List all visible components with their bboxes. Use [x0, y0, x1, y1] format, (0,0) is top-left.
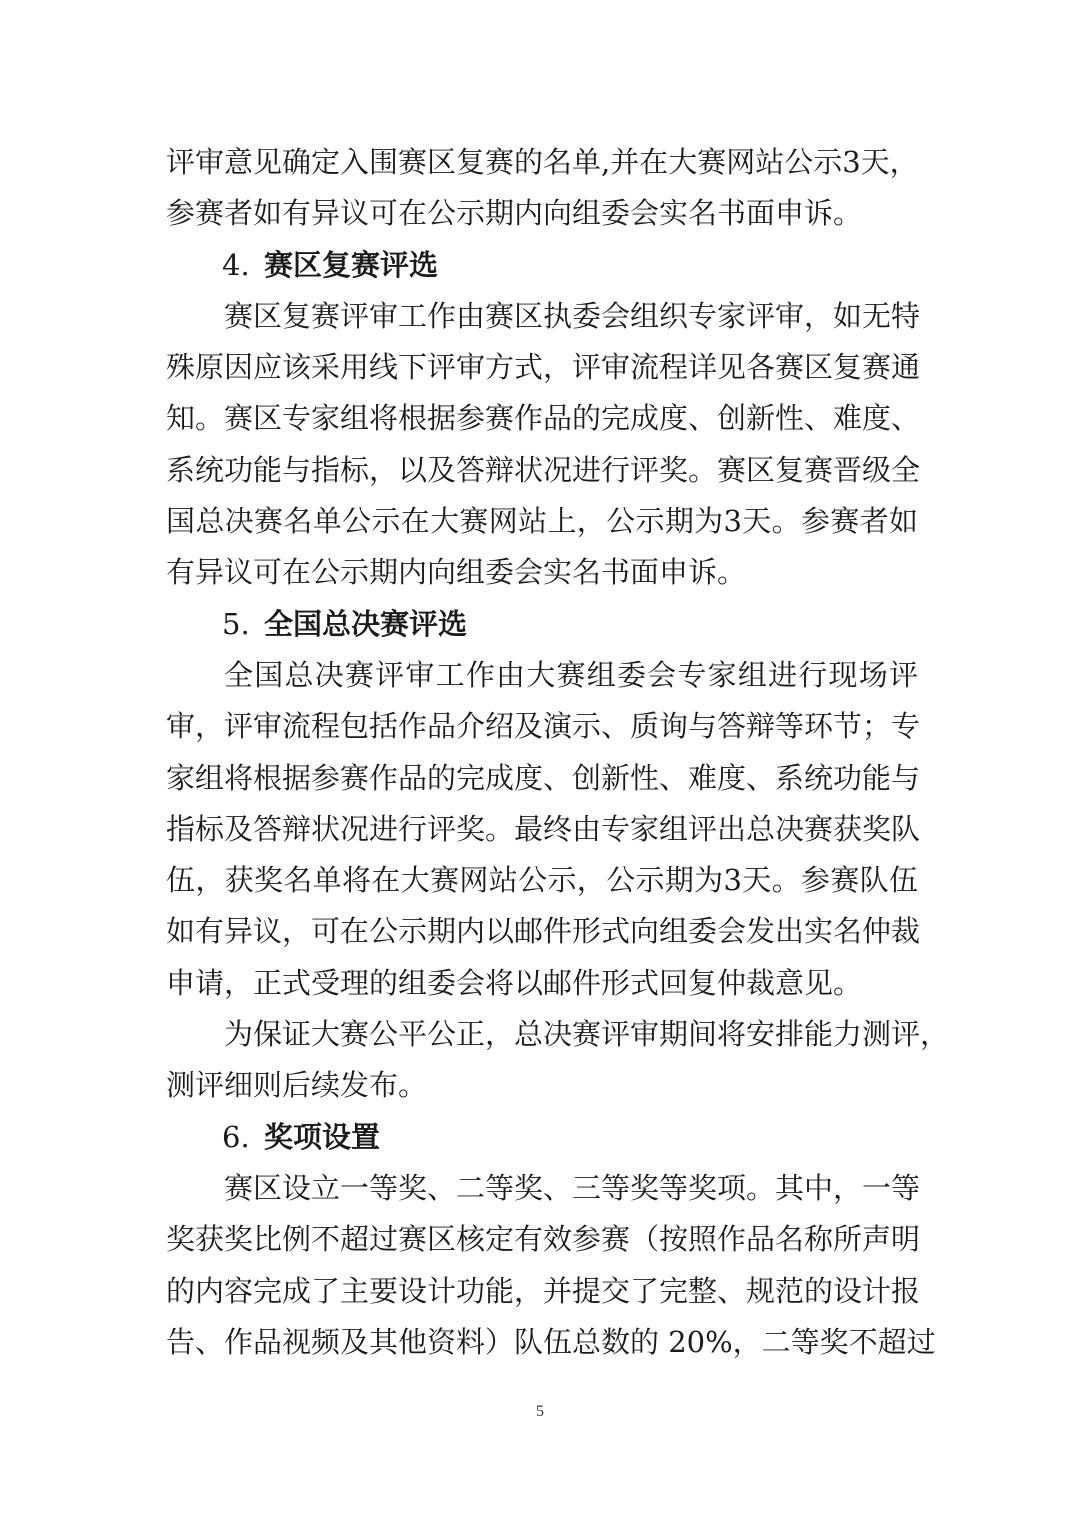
section-heading: [166, 599, 918, 650]
text-line: 知。赛区专家组将根据参赛作品的完成度、创新性、难度、: [166, 401, 921, 436]
document-body: [166, 137, 950, 1368]
text-line: 审，评审流程包括作品介绍及演示、质询与答辩等环节；专: [166, 709, 921, 744]
text-line: 测评细则后续发布。: [166, 1068, 428, 1103]
text-line: 指标及答辩状况进行评奖。最终由专家组评出总决赛获奖队: [166, 811, 921, 846]
paragraph-first-line: 赛区设立一等奖、二等奖、三等奖等奖项。其中，一等: [224, 1170, 921, 1205]
section-heading: [166, 240, 918, 291]
text-line: 申请，正式受理的组委会将以邮件形式回复仲裁意见。: [166, 965, 863, 1000]
section-number: 6.: [222, 1119, 250, 1154]
text-line: 告、作品视频及其他资料）队伍总数的 20%，二等奖不超过: [166, 1324, 936, 1359]
text-line: 的内容完成了主要设计功能，并提交了完整、规范的设计报: [166, 1273, 921, 1308]
text-line: 参赛者如有异议可在公示期内向组委会实名书面申诉。: [166, 196, 863, 231]
text-line: 如有异议，可在公示期内以邮件形式向组委会发出实名仲裁: [166, 914, 921, 949]
section-heading: [166, 1112, 918, 1163]
page-number: 5: [536, 1403, 544, 1420]
section-number: 4.: [222, 247, 250, 282]
section-title: 全国总决赛评选: [264, 606, 468, 641]
text-line: 有异议可在公示期内向组委会实名书面申诉。: [166, 555, 747, 590]
paragraph-first-line: 全国总决赛评审工作由大赛组委会专家组进行现场评: [224, 657, 918, 692]
section-title: 奖项设置: [264, 1119, 381, 1154]
section-number: 5.: [222, 606, 250, 641]
text-line: 伍，获奖名单将在大赛网站公示，公示期为3天。参赛队伍: [166, 863, 918, 898]
text-line: 家组将根据参赛作品的完成度、创新性、难度、系统功能与: [166, 760, 921, 795]
text-line: 评审意见确定入围赛区复赛的名单,并在大赛网站公示3天，: [166, 145, 919, 179]
paragraph-first-line: 赛区复赛评审工作由赛区执委会组织专家评审，如无特: [224, 298, 921, 333]
text-line: 奖获奖比例不超过赛区核定有效参赛（按照作品名称所声明: [166, 1222, 921, 1257]
text-line: 系统功能与指标，以及答辩状况进行评奖。赛区复赛晋级全: [166, 452, 921, 487]
text-line: 国总决赛名单公示在大赛网站上，公示期为3天。参赛者如: [166, 504, 918, 539]
paragraph-first-line: 为保证大赛公平公正，总决赛评审期间将安排能力测评，: [224, 1017, 950, 1052]
section-title: 赛区复赛评选: [264, 247, 439, 282]
text-line: 殊原因应该采用线下评审方式，评审流程详见各赛区复赛通: [166, 350, 921, 385]
